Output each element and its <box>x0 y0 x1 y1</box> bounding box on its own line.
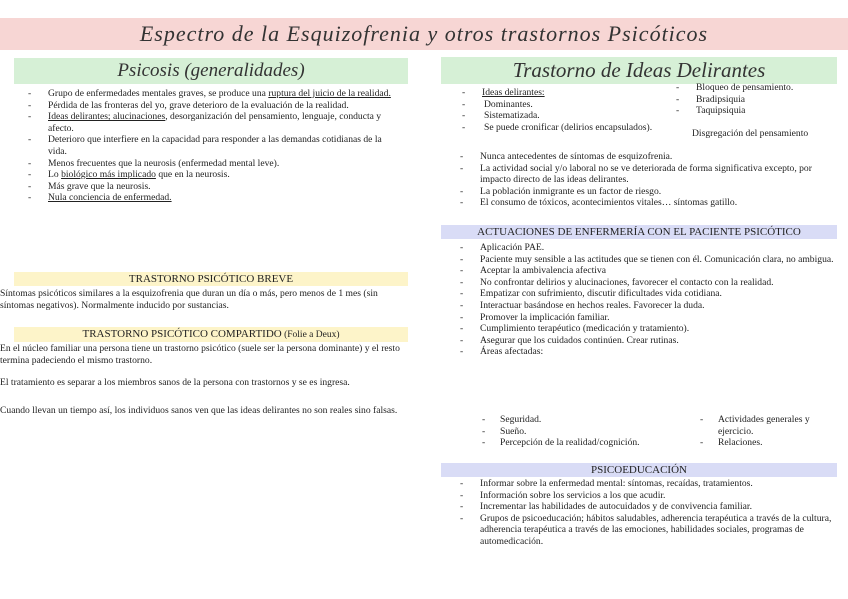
item-text: Actividades generales y ejercicio. <box>718 414 810 437</box>
list-item <box>460 335 836 347</box>
list-item <box>462 87 702 99</box>
item-text: Más grave que la neurosis. <box>48 180 151 192</box>
item-text: El consumo de tóxicos, acontecimientos vitales… síntomas gatillo. <box>480 197 738 209</box>
page-title: Espectro de la Esquizofrenia y otros trastornos Psicóticos <box>0 18 848 50</box>
list-item <box>462 122 702 134</box>
delirantes-list <box>460 151 836 209</box>
item-text: Asegurar que los cuidados continúen. Crear rutinas. <box>480 334 679 346</box>
delirantes-features <box>462 87 702 133</box>
delirantes-heading: Trastorno de Ideas Delirantes <box>441 57 837 84</box>
item-text: Paciente muy sensible a las actitudes que se tienen con él. Comunicación clara, no ambigua. <box>480 253 834 265</box>
breve-text: Síntomas psicóticos similares a la esquizofrenia que duran un día o más, pero menos de 1 mes (sin síntomas negativos). Normalmente inducido por sustancias. <box>0 288 378 311</box>
areas-left <box>482 414 692 449</box>
item-text: Aceptar la ambivalencia afectiva <box>480 265 606 277</box>
psicoeducacion-list <box>460 478 836 548</box>
item-text: Grupo de enfermedades mentales graves, se produce una <box>48 88 269 99</box>
item-text: , desorganización del pensamiento, lenguaje, conducta y afecto. <box>48 111 382 134</box>
list-item <box>460 490 836 502</box>
item-text-underlined: Ideas delirantes; alucinaciones <box>48 111 166 123</box>
delirantes-thought <box>676 82 848 117</box>
item-text: Informar sobre la enfermedad mental: síntomas, recaídas, tratamientos. <box>480 478 753 489</box>
list-item <box>28 88 400 100</box>
list-item <box>28 169 400 181</box>
list-item <box>462 110 702 122</box>
item-text: Deterioro que interfiere en la capacidad para responder a las demandas cotidianas de la vida. <box>48 134 382 157</box>
item-text: Relaciones. <box>718 437 763 449</box>
item-text: Bradipsiquia <box>696 93 746 105</box>
list-item <box>460 242 836 254</box>
list-item <box>676 82 848 94</box>
item-text: Ideas delirantes: <box>482 87 545 98</box>
compartido-p2: El tratamiento es separar a los miembros sanos de la persona con trastornos y se es ingresa. <box>0 377 350 388</box>
list-item <box>28 111 400 134</box>
item-text: Cumplimiento terapéutico (medicación y tratamiento). <box>480 323 690 335</box>
psicosis-list <box>28 88 400 204</box>
list-item <box>460 277 836 289</box>
list-item <box>676 94 848 106</box>
list-item <box>460 323 836 335</box>
item-text-underlined: biológico más implicado <box>61 169 156 181</box>
item-text: Grupos de psicoeducación; hábitos saludables, adherencia terapéutica a través de la cultura, adherencia terapéutica a través de las emociones, habilidades sociales, programas de automedicación. <box>480 512 832 547</box>
item-text: Se puede cronificar (delirios encapsulados). <box>484 121 653 133</box>
list-item <box>462 99 702 111</box>
list-item <box>460 300 836 312</box>
item-text: Nunca antecedentes de síntomas de esquizofrenia. <box>480 151 673 162</box>
item-text: Pérdida de las fronteras del yo, grave deterioro de la evaluación de la realidad. <box>48 99 349 111</box>
psicosis-heading: Psicosis (generalidades) <box>14 58 408 84</box>
item-text: Dominantes. <box>484 98 533 110</box>
item-text: La población inmigrante es un factor de riesgo. <box>480 185 662 197</box>
list-item <box>28 100 400 112</box>
list-item <box>460 501 836 513</box>
item-text: Información sobre los servicios a los que acudir. <box>480 489 666 501</box>
item-text: Lo <box>48 169 62 181</box>
item-text: No confrontar delirios y alucinaciones, favorecer el contacto con la realidad. <box>480 276 774 288</box>
compartido-heading <box>14 327 408 342</box>
list-item <box>28 158 400 170</box>
compartido-p1: En el núcleo familiar una persona tiene un trastorno psicótico (suele ser la persona dominante) y el resto termina padeciendo el mismo trastorno. <box>0 343 400 366</box>
list-item <box>700 414 840 437</box>
list-item <box>482 437 692 449</box>
list-item <box>460 478 836 490</box>
compartido-p3: Cuando llevan un tiempo así, los individuos sanos ven que las ideas delirantes no son reales sino falsas. <box>0 405 398 416</box>
list-item <box>460 197 836 209</box>
item-text-underlined: Nula conciencia de enfermedad. <box>48 192 172 204</box>
item-text: Empatizar con sufrimiento, discutir dificultades vida cotidiana. <box>480 288 722 300</box>
list-item <box>460 312 836 324</box>
item-text: que en la neurosis. <box>155 169 230 181</box>
list-item <box>460 265 836 277</box>
item-text: Incrementar las habilidades de autocuidados y de convivencia familiar. <box>480 501 752 513</box>
list-item <box>676 105 848 117</box>
list-item <box>700 437 840 449</box>
breve-heading: TRASTORNO PSICÓTICO BREVE <box>14 272 408 286</box>
delirantes-extra: Disgregación del pensamiento <box>692 128 809 139</box>
item-text: Áreas afectadas: <box>480 346 544 358</box>
item-text: Sueño. <box>500 425 527 437</box>
item-text: Menos frecuentes que la neurosis (enfermedad mental leve). <box>48 157 280 169</box>
compartido-title: TRASTORNO PSICÓTICO COMPARTIDO <box>82 328 282 340</box>
item-text: Sistematizada. <box>484 110 540 122</box>
item-text: Seguridad. <box>500 414 542 425</box>
psicoeducacion-heading: PSICOEDUCACIÓN <box>441 463 837 477</box>
list-item <box>460 163 836 186</box>
list-item <box>460 254 836 266</box>
areas-right <box>700 414 840 449</box>
item-text: Percepción de la realidad/cognición. <box>500 437 640 449</box>
item-text: Promover la implicación familiar. <box>480 311 610 323</box>
compartido-suffix: (Folie a Deux) <box>281 330 340 340</box>
list-item <box>460 186 836 198</box>
list-item <box>460 151 836 163</box>
list-item <box>482 426 692 438</box>
item-text: La actividad social y/o laboral no se ve deteriorada de forma significativa excepto, por impacto directo de las ideas delirantes. <box>480 162 812 186</box>
list-item <box>28 134 400 157</box>
list-item <box>460 288 836 300</box>
list-item <box>28 192 400 204</box>
item-text: Taquipsiquia <box>696 105 746 117</box>
item-text: Aplicación PAE. <box>480 242 545 253</box>
list-item <box>482 414 692 426</box>
actuaciones-list <box>460 242 836 358</box>
actuaciones-heading: ACTUACIONES DE ENFERMERÍA CON EL PACIENTE PSICÓTICO <box>441 225 837 239</box>
item-text-underlined: ruptura del juicio de la realidad. <box>268 88 391 99</box>
item-text: Bloqueo de pensamiento. <box>696 82 794 93</box>
list-item <box>460 346 836 358</box>
list-item <box>460 513 836 548</box>
list-item <box>28 181 400 193</box>
item-text: Interactuar basándose en hechos reales. Favorecer la duda. <box>480 299 705 311</box>
